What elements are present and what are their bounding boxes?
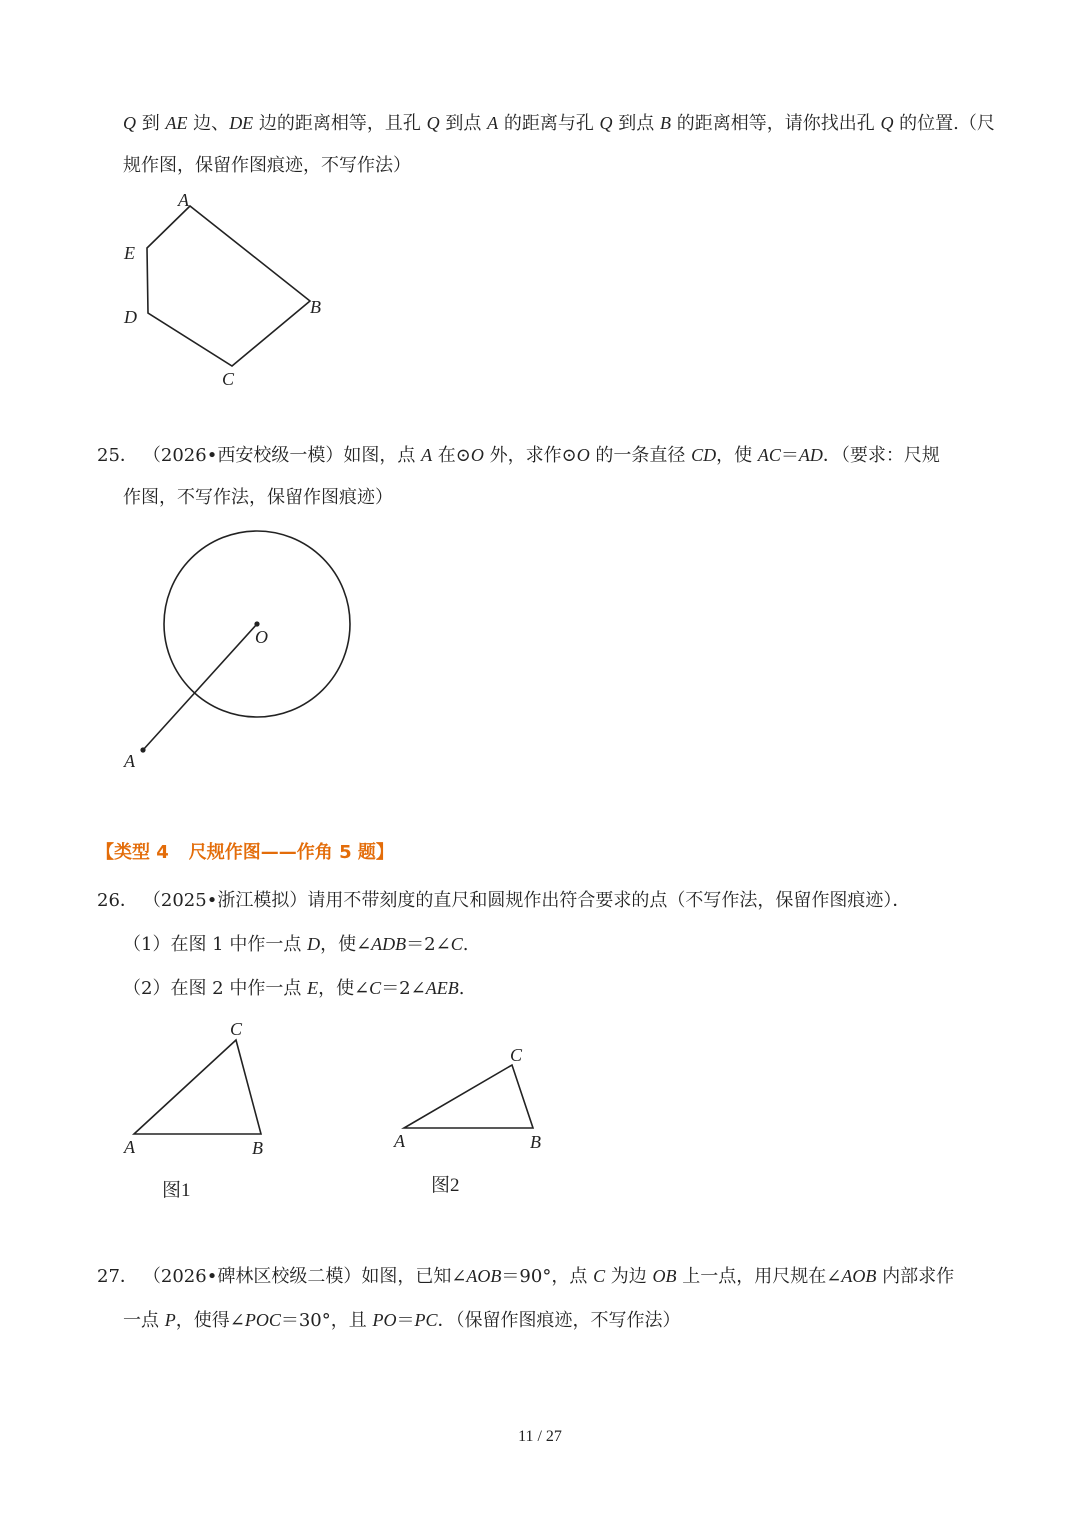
figure-1-caption: 图1	[162, 1180, 191, 1201]
label-B: B	[252, 1138, 263, 1158]
label-A: A	[124, 751, 135, 771]
label-E: E	[124, 243, 135, 263]
page-number: 11 / 27	[518, 1428, 562, 1445]
q26-subquestion-1: （1）在图 1 中作一点 D，使∠ADB＝2∠C.	[123, 934, 469, 955]
triangle-ABC-2	[404, 1065, 533, 1128]
label-B: B	[530, 1132, 541, 1152]
label-A: A	[124, 1137, 135, 1157]
label-A: A	[394, 1131, 405, 1151]
section-heading: 【类型 4 尺规作图——作角 5 题】	[96, 842, 394, 863]
q27-text-line1: 27． （2026•碑林区校级二模）如图，已知∠AOB＝90°，点 C 为边 OB 上一点，用尺规在∠AOB 内部求作	[97, 1266, 955, 1287]
q26-subquestion-2: （2）在图 2 中作一点 E，使∠C＝2∠AEB.	[123, 978, 465, 999]
label-C: C	[510, 1045, 523, 1065]
q24-text-line2: 规作图，保留作图痕迹，不写作法）	[123, 155, 411, 176]
figure-2-caption: 图2	[431, 1175, 460, 1196]
label-D: D	[124, 307, 137, 327]
q27-text-line2: 一点 P，使得∠POC＝30°，且 PO＝PC．（保留作图痕迹，不写作法）	[123, 1310, 681, 1331]
label-C: C	[230, 1019, 243, 1039]
q26-text-line1: 26． （2025•浙江模拟）请用不带刻度的直尺和圆规作出符合要求的点（不写作法，保留作图痕迹）．	[97, 890, 911, 911]
q25-text-line1: 25． （2026•西安校级一模）如图，点 A 在⊙O 外，求作⊙O 的一条直径 CD，使 AC＝AD．（要求：尺规	[97, 445, 940, 466]
q24-text-line1: Q 到 AE 边、DE 边的距离相等，且孔 Q 到点 A 的距离与孔 Q 到点 B 的距离相等，请你找出孔 Q 的位置.（尺	[123, 113, 995, 134]
label-B: B	[310, 297, 321, 317]
label-O: O	[255, 627, 268, 647]
label-A: A	[178, 190, 189, 210]
label-C: C	[222, 369, 235, 389]
q25-text-line2: 作图，不写作法，保留作图痕迹）	[123, 487, 393, 508]
